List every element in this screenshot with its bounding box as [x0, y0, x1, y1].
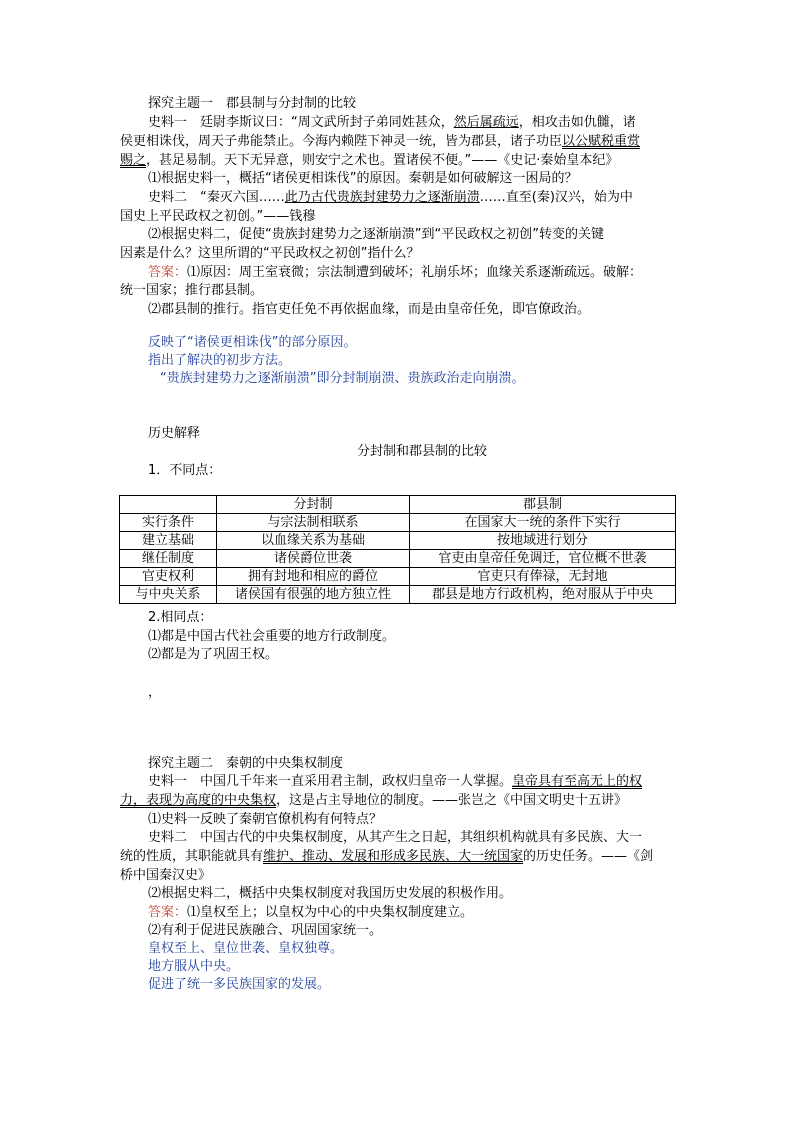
table-cell: 诸侯爵位世袭: [217, 550, 410, 568]
answer-text: ⑴原因：周王室衰微；宗法制遭到破坏；礼崩乐坏；血缘关系逐渐疏远。破解：: [187, 265, 643, 280]
source-text: 侯更相诛伐，周天子弗能禁止。今海内赖陛下神灵一统，皆为郡县，诸子功臣: [120, 134, 563, 149]
underlined-text: 皇帝具有至高无上的权: [512, 774, 643, 789]
topic1-source2-line1: [148, 189, 633, 207]
topic1-note: “贵族封建势力之逐渐崩溃”即分封制崩溃、贵族政治走向崩溃。: [160, 371, 525, 386]
underlined-text: 此乃古代贵族封建势力之逐渐崩溃: [284, 190, 480, 205]
underlined-text: 以公赋税重赏: [562, 134, 641, 149]
table-header-row: [120, 496, 676, 514]
table-header: 郡县制: [410, 496, 676, 514]
source-label: 史料二: [148, 830, 188, 845]
table-cell: 与宗法制相联系: [217, 514, 410, 532]
differences-label: 1．不同点：: [148, 463, 222, 478]
topic1-source1-line3: [120, 152, 618, 170]
source-text: ，相攻击如仇雠，诸: [518, 115, 636, 130]
table-cell: 官吏权利: [120, 568, 217, 586]
underlined-text: 维护、推动、发展和形成多民族、大一统国家: [263, 849, 524, 864]
source-text: 廷尉李斯议曰：“周文武所封子弟同姓甚众，: [187, 115, 454, 130]
table-cell: 按地域进行划分: [410, 532, 676, 550]
topic1-answer1-line1: [148, 264, 642, 282]
topic1-question2-line1: ⑵根据史料二，促使“贵族封建势力之逐渐崩溃”到“平民政权之初创”转变的关键: [148, 227, 604, 242]
table-cell: 继任制度: [120, 550, 217, 568]
similarity-item: ⑴都是中国古代社会重要的地方行政制度。: [148, 629, 396, 644]
source-text: “秦灭六国……: [187, 190, 285, 205]
table-cell: 官吏只有俸禄，无封地: [410, 568, 676, 586]
history-explain-heading: 历史解释: [148, 426, 201, 441]
similarity-item: ⑵都是为了巩固王权。: [148, 647, 279, 662]
table-cell: 以血缘关系为基础: [217, 532, 410, 550]
topic1-source1-line2: [120, 133, 640, 151]
topic1-answer2: ⑵郡县制的推行。指官吏任免不再依据血缘，而是由皇帝任免，即官僚政治。: [148, 302, 591, 317]
topic2-source1-line1: [148, 773, 642, 791]
source-text: 统的性质，其职能就具有: [120, 849, 264, 864]
topic2-question1: ⑴史料一反映了秦朝官僚机构有何特点？: [148, 812, 383, 827]
comparison-table: [119, 495, 676, 604]
table-header: [120, 496, 217, 514]
source-label: 史料一: [148, 115, 188, 130]
topic2-note: 皇权至上、皇位世袭、皇权独尊。: [148, 941, 344, 956]
topic1-question2-line2: 因素是什么？这里所谓的“平民政权之初创”指什么？: [120, 246, 420, 261]
source-label: 史料一: [148, 774, 188, 789]
underlined-text: 赐之: [120, 153, 147, 168]
answer-label: 答案：: [148, 265, 188, 280]
table-row: [120, 586, 676, 604]
topic2-source2-line3: 桥中国秦汉史》: [120, 868, 212, 883]
table-header: 分封制: [217, 496, 410, 514]
table-cell: 实行条件: [120, 514, 217, 532]
source-text: 中国古代的中央集权制度，从其产生之日起，其组织机构就具有多民族、大一: [187, 830, 643, 845]
topic2-source1-line2: [120, 792, 627, 810]
table-title: 分封制和郡县制的比较: [357, 444, 488, 459]
table-row: [120, 568, 676, 586]
topic1-heading: 探究主题一 郡县制与分封制的比较: [148, 96, 357, 111]
table-row: [120, 550, 676, 568]
topic2-heading: 探究主题二 秦朝的中央集权制度: [148, 756, 344, 771]
topic2-note: 地方服从中央。: [148, 959, 240, 974]
topic1-note: 反映了“诸侯更相诛伐”的部分原因。: [148, 335, 357, 350]
table-cell: 与中央关系: [120, 586, 217, 604]
table-cell: 拥有封地和相应的爵位: [217, 568, 410, 586]
table-cell: 官吏由皇帝任免调迁，官位概不世袭: [410, 550, 676, 568]
table-row: [120, 514, 676, 532]
underlined-text: 然后属疏远: [453, 115, 519, 130]
topic2-answer2: ⑵有利于促进民族融合、巩固国家统一。: [148, 923, 383, 938]
topic2-source2-line2: [120, 848, 653, 866]
source-text: 的历史任务。——《剑: [523, 849, 654, 864]
table-cell: 建立基础: [120, 532, 217, 550]
table-cell: 郡县是地方行政机构，绝对服从于中央: [410, 586, 676, 604]
source-text: ，甚足易制。天下无异意，则安宁之术也。置诸侯不便。”——《史记·秦始皇本纪》: [146, 153, 619, 168]
source-text: 中国几千年来一直采用君主制，政权归皇帝一人掌握。: [187, 774, 513, 789]
topic2-note: 促进了统一多民族国家的发展。: [148, 977, 331, 992]
stray-comma: ，: [148, 685, 162, 700]
table-cell: 诸侯国有很强的地方独立性: [217, 586, 410, 604]
underlined-text: 力，表现为高度的中央集权: [120, 793, 277, 808]
similarities-label: 2.相同点：: [148, 610, 213, 625]
topic1-note: 指出了解决的初步方法。: [148, 353, 292, 368]
topic1-question1: ⑴根据史料一，概括“诸侯更相诛伐”的原因。秦朝是如何破解这一困局的？: [148, 171, 578, 186]
source-label: 史料二: [148, 190, 188, 205]
topic1-source2-line2: 国史上平民政权之初创。”——钱穆: [120, 209, 316, 224]
table-row: [120, 532, 676, 550]
answer-text: ⑴皇权至上；以皇权为中心的中央集权制度建立。: [187, 905, 474, 920]
table-cell: 在国家大一统的条件下实行: [410, 514, 676, 532]
topic1-answer1-line2: 统一国家；推行郡县制。: [120, 283, 264, 298]
topic2-source2-line1: [148, 829, 642, 847]
source-text: ……直至(秦)汉兴，始为中: [479, 190, 633, 205]
topic2-question2: ⑵根据史料二，概括中央集权制度对我国历史发展的积极作用。: [148, 886, 513, 901]
topic2-answer1: [148, 904, 473, 922]
topic1-source1-line1: [148, 114, 636, 132]
answer-label: 答案：: [148, 905, 188, 920]
source-text: ，这是占主导地位的制度。——张岂之《中国文明史十五讲》: [276, 793, 628, 808]
